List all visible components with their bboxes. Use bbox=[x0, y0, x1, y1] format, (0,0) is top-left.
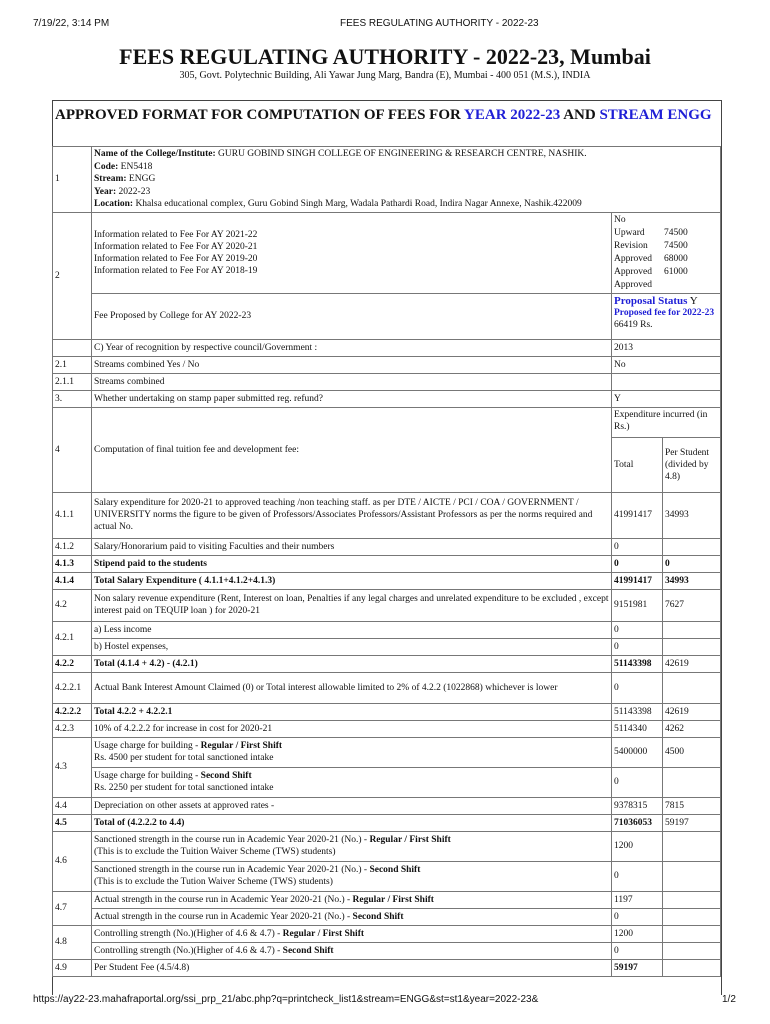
table-row: 4.9 Per Student Fee (4.5/4.8) 59197 bbox=[53, 959, 721, 976]
table-row: 4.5 Total of (4.2.2.2 to 4.4) 71036053 59197 bbox=[53, 814, 721, 831]
table-row: 2.1.1 Streams combined bbox=[53, 373, 721, 390]
table-row: 4.2.2 Total (4.1.4 + 4.2) - (4.2.1) 51143398 42619 bbox=[53, 655, 721, 672]
college-info-row: 1 Name of the College/Institute: GURU GOBIND SINGH COLLEGE OF ENGINEERING & RESEARCH CENTRE, NASHIK. Code: EN5418 Stream: ENGG Year: 2022-23 Location: Khalsa educational complex, Guru Gobind Singh Marg, Wadala Pathardi Road, Indira Nagar Annexe, Nashik.422009 bbox=[53, 147, 721, 213]
page-number: 1/2 bbox=[722, 994, 736, 1005]
table-row: Actual strength in the course run in Academic Year 2020-21 (No.) - Second Shift 0 bbox=[53, 908, 721, 925]
recognition-row: C) Year of recognition by respective council/Government : 2013 bbox=[53, 339, 721, 356]
table-row: 4.4 Depreciation on other assets at approved rates - 9378315 7815 bbox=[53, 797, 721, 814]
table-row: 4.7 Actual strength in the course run in Academic Year 2020-21 (No.) - Regular / First Shift 1197 bbox=[53, 891, 721, 908]
table-row: 3. Whether undertaking on stamp paper submitted reg. refund? Y bbox=[53, 390, 721, 407]
table-row: 4.8 Controlling strength (No.)(Higher of 4.6 & 4.7) - Regular / First Shift 1200 bbox=[53, 925, 721, 942]
table-row: 4.1.3 Stipend paid to the students 0 0 bbox=[53, 555, 721, 572]
table-row: 4.3 Usage charge for building - Regular / First Shift Rs. 4500 per student for total sanctioned intake 5400000 4500 bbox=[53, 737, 721, 767]
table-row: Usage charge for building - Second Shift Rs. 2250 per student for total sanctioned intake 0 bbox=[53, 767, 721, 797]
table-row: b) Hostel expenses, 0 bbox=[53, 638, 721, 655]
table-row: 4.2.1 a) Less income 0 bbox=[53, 621, 721, 638]
table-row: 4.2.2.2 Total 4.2.2 + 4.2.2.1 51143398 42619 bbox=[53, 703, 721, 720]
table-row: 4.2 Non salary revenue expenditure (Rent, Interest on loan, Penalties if any legal charges and unrelated expenditure to be excluded , except interest paid on TEQUIP loan ) for 2020-21 9151981 7627 bbox=[53, 589, 721, 621]
print-title: FEES REGULATING AUTHORITY - 2022-23 bbox=[340, 18, 539, 29]
table-row: 4.2.3 10% of 4.2.2.2 for increase in cost for 2020-21 5114340 4262 bbox=[53, 720, 721, 737]
table-row: 4.6 Sanctioned strength in the course run in Academic Year 2020-21 (No.) - Regular / First Shift (This is to exclude the Tuition Waiver Scheme (TWS) students) 1200 bbox=[53, 831, 721, 861]
address: 305, Govt. Polytechnic Building, Ali Yawar Jung Marg, Bandra (E), Mumbai - 400 051 (M.S.), INDIA bbox=[179, 70, 591, 81]
computation-subheader-row: Total Per Student (divided by 4.8) bbox=[53, 437, 721, 492]
computation-header-row: 4 Computation of final tuition fee and development fee: Expenditure incurred (in Rs.) bbox=[53, 407, 721, 437]
table-row: 4.1.2 Salary/Honorarium paid to visiting Faculties and their numbers 0 bbox=[53, 538, 721, 555]
print-datetime: 7/19/22, 3:14 PM bbox=[33, 18, 110, 29]
fee-history-row: 2 Information related to Fee For AY 2021-22 Information related to Fee For AY 2020-21 Information related to Fee For AY 2019-20 Information related to Fee For AY 2018-19 No Upward 74500 Revision 74500 Approved 68000 Approved 61000 Approved bbox=[53, 212, 721, 293]
table-row: Controlling strength (No.)(Higher of 4.6 & 4.7) - Second Shift 0 bbox=[53, 942, 721, 959]
proposed-fee-row: Fee Proposed by College for AY 2022-23 Proposal Status Y Proposed fee for 2022-23 66419 Rs. bbox=[53, 293, 721, 339]
table-row: 4.1.4 Total Salary Expenditure ( 4.1.1+4.1.2+4.1.3) 41991417 34993 bbox=[53, 572, 721, 589]
fee-computation-table bbox=[52, 146, 721, 977]
form-heading: APPROVED FORMAT FOR COMPUTATION OF FEES FOR YEAR 2022-23 AND STREAM ENGG bbox=[55, 107, 712, 123]
table-row: 4.2.2.1 Actual Bank Interest Amount Claimed (0) or Total interest allowable limited to 2% of 4.2.2 (1022868) whichever is lower 0 bbox=[53, 672, 721, 703]
page-title: FEES REGULATING AUTHORITY - 2022-23, Mumbai bbox=[119, 44, 651, 69]
table-row: Sanctioned strength in the course run in Academic Year 2020-21 (No.) - Second Shift (This is to exclude the Tution Waiver Scheme (TWS) students) 0 bbox=[53, 861, 721, 891]
table-row: 4.1.1 Salary expenditure for 2020-21 to approved teaching /non teaching staff. as per DTE / AICTE / PCI / COA / GOVERNMENT / UNIVERSITY norms the figure to be given of Professors/Associates Professors/Assistant Professors as per the norms required and actual No. 41991417 34993 bbox=[53, 492, 721, 538]
table-row: 2.1 Streams combined Yes / No No bbox=[53, 356, 721, 373]
print-url: https://ay22-23.mahafraportal.org/ssi_prp_21/abc.php?q=printcheck_list1&stream=ENGG&st=st1&year=2022-23& bbox=[33, 994, 539, 1005]
